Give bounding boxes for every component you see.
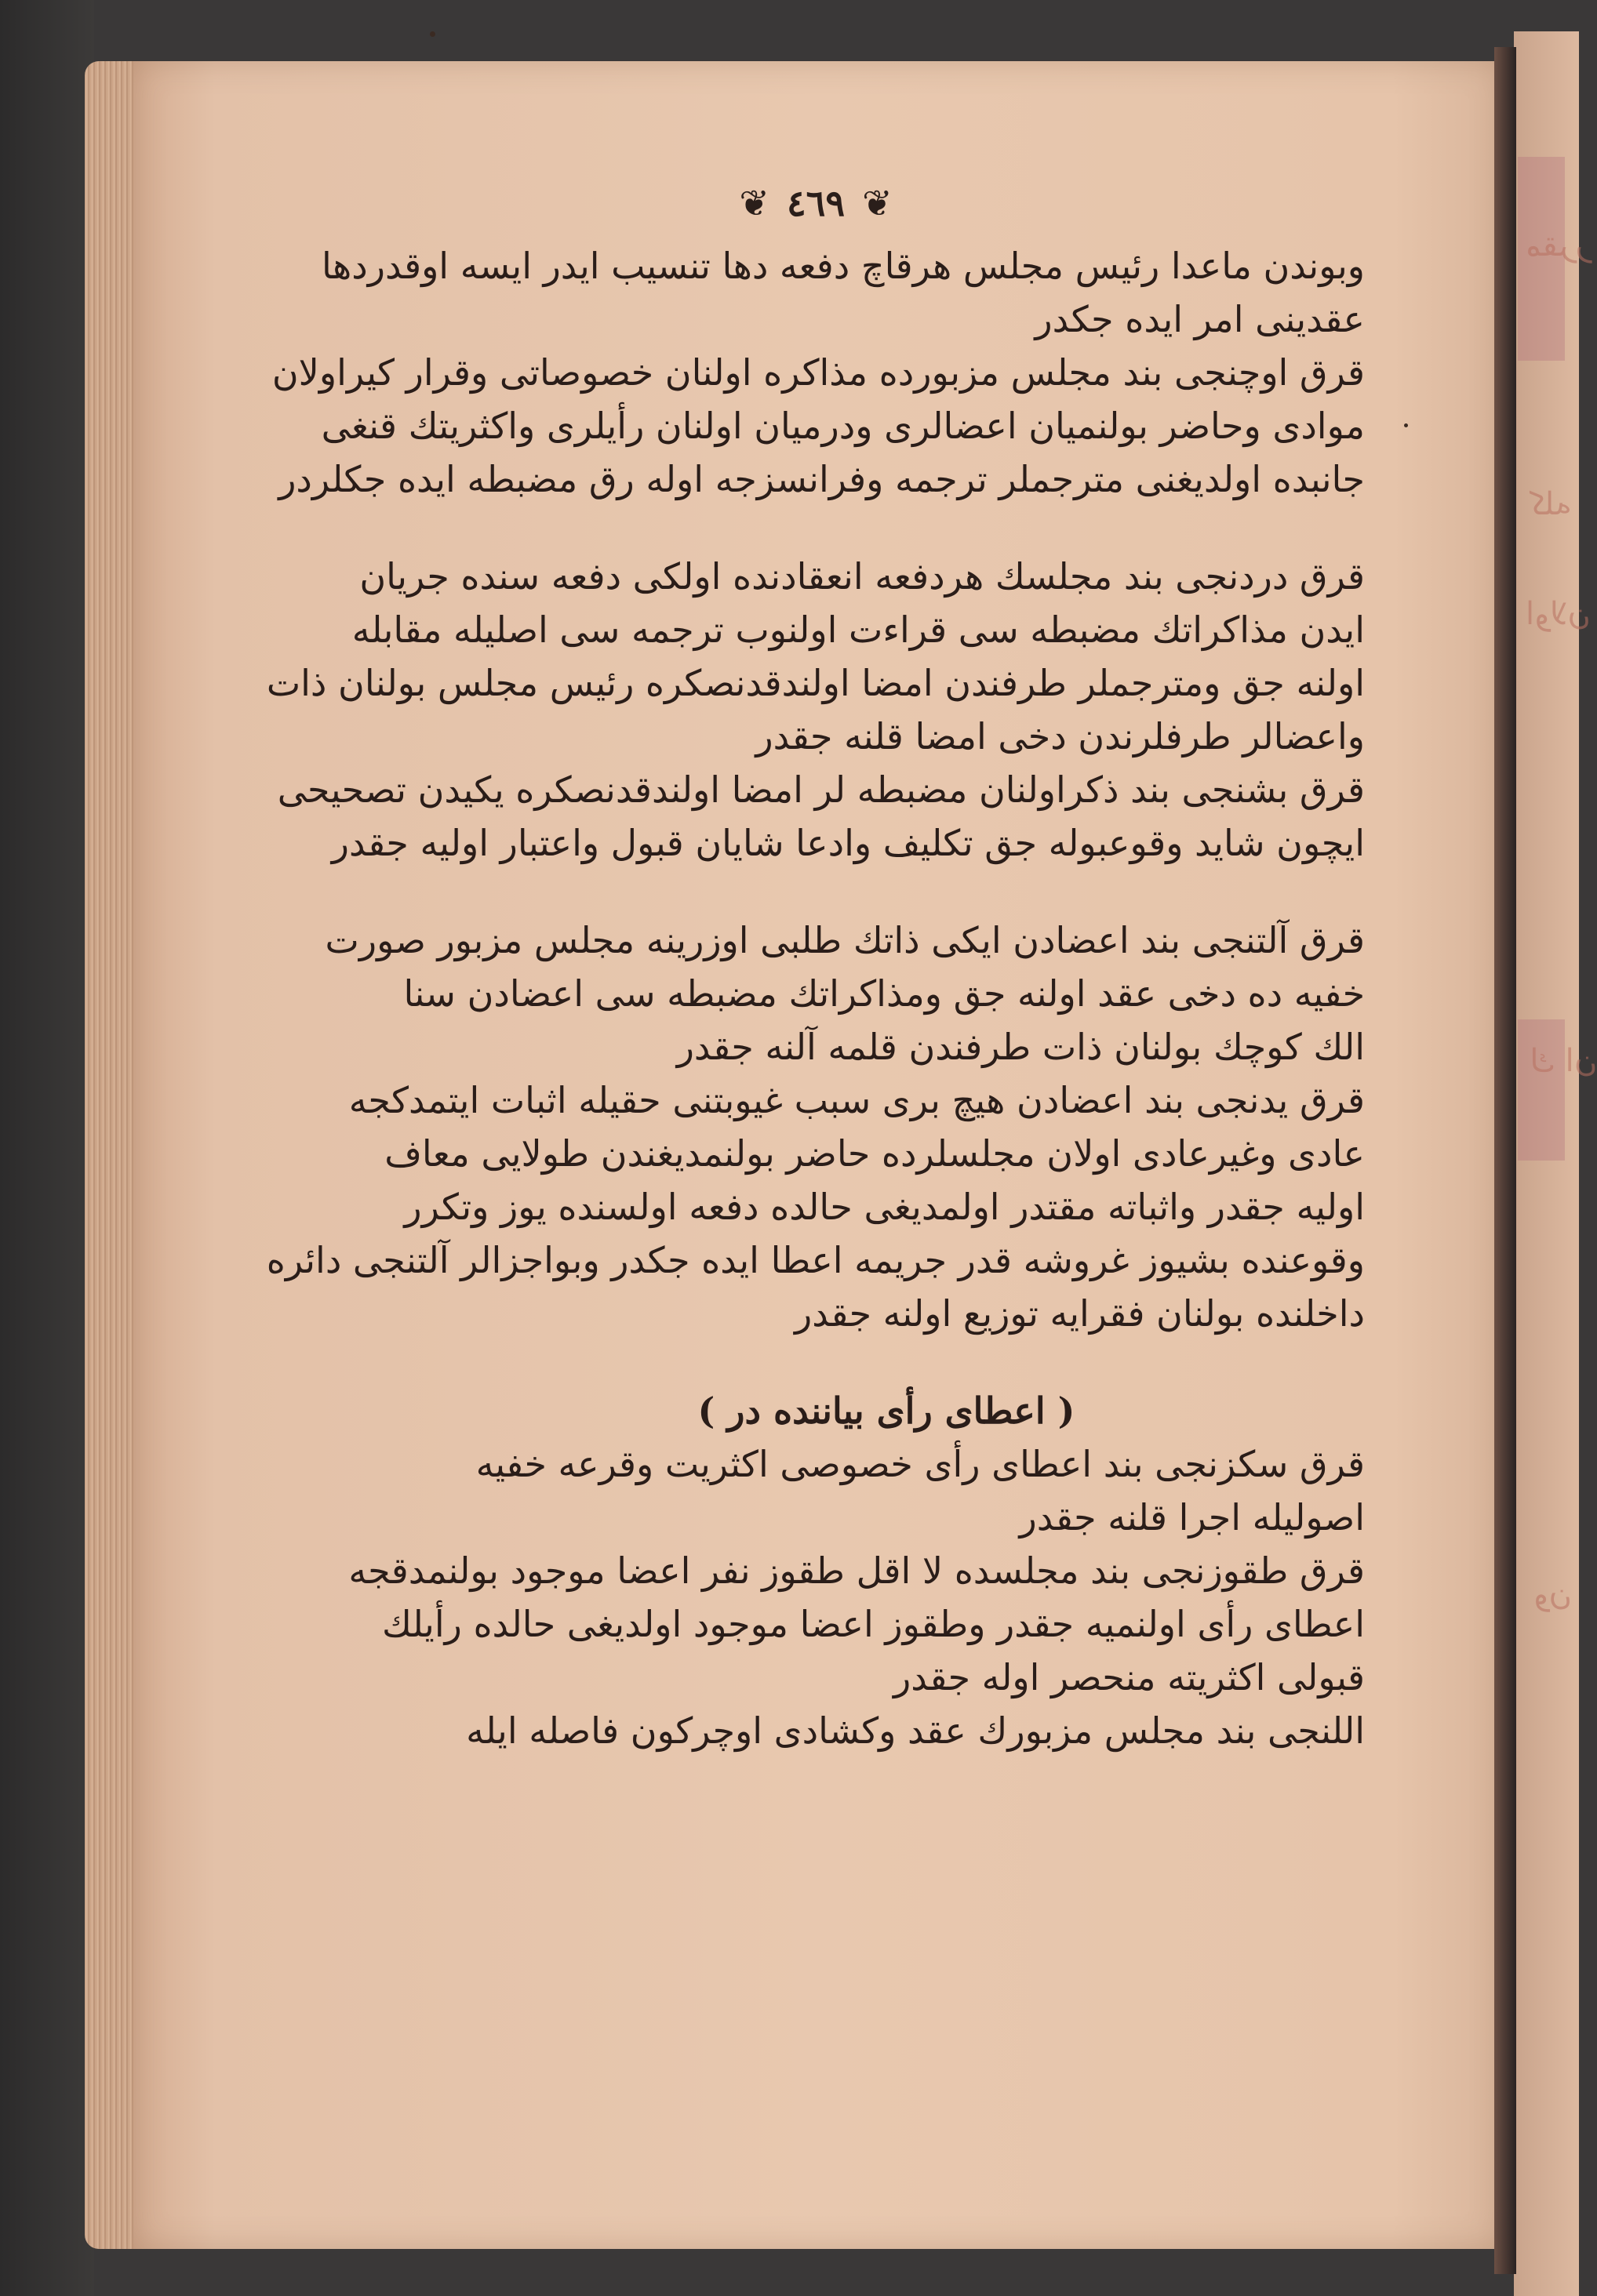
bleed-text: ون bbox=[1533, 1576, 1572, 1612]
page-number: ٤٦٩ bbox=[786, 182, 846, 224]
ink-spot bbox=[1404, 423, 1408, 427]
text-line: عقدينی امر ايده جكدر bbox=[1035, 298, 1365, 340]
text-line: اصوليله اجرا قلنه جقدر bbox=[1019, 1496, 1365, 1539]
article-45: قرق بشنجی بند ذكراولنان مضبطه لر امضا اولندقدنصكره يكيدن تصحيحی bbox=[277, 768, 1365, 811]
text-line: عادی وغيرعادی اولان مجلسلرده حاضر بولنمديغندن طولايی معاف bbox=[384, 1132, 1365, 1175]
text-line: ايچون شايد وقوعبوله جق تكليف وادعا شايان قبول واعتبار اوليه جقدر bbox=[331, 822, 1365, 864]
bleed-text: كله bbox=[1530, 486, 1572, 522]
article-46: قرق آلتنجی بند اعضادن ايكی ذاتك طلبی اوزرينه مجلس مزبور صورت bbox=[325, 919, 1365, 961]
facing-page-edge bbox=[1514, 31, 1579, 2296]
text-line: قبولی اكثريته منحصر اوله جقدر bbox=[893, 1656, 1365, 1698]
text-line: اولنه جق ومترجملر طرفندن امضا اولندقدنصكره رئيس مجلس بولنان ذات bbox=[266, 662, 1365, 704]
book-gutter bbox=[1494, 47, 1516, 2274]
ink-spot bbox=[430, 31, 435, 37]
background-left bbox=[0, 0, 94, 2296]
text-line: وقوعنده بشيوز غروشه قدر جريمه اعطا ايده جكدر وبواجزالر آلتنجی دائره bbox=[266, 1239, 1365, 1281]
text-line: اوليه جقدر واثباته مقتدر اولمديغی حالده دفعه اولسنده يوز وتكرر bbox=[404, 1186, 1365, 1228]
text-line: اعطای رأی اولنميه جقدر وطقوز اعضا موجود اولديغی حالده رأيلك bbox=[382, 1603, 1365, 1645]
page-header bbox=[739, 182, 892, 224]
article-47: قرق يدنجی بند اعضادن هيچ بری سبب غيوبتنی حقيله اثبات ايتمدكجه bbox=[348, 1079, 1365, 1121]
text-line: وبوندن ماعدا رئيس مجلس هرقاچ دفعه دها تنسيب ايدر ايسه اوقدردها bbox=[321, 245, 1365, 287]
text-line: داخلنده بولنان فقرايه توزيع اولنه جقدر bbox=[795, 1292, 1365, 1335]
article-49: قرق طقوزنجی بند مجلسده لا اقل طقوز نفر اعضا موجود بولنمدقجه bbox=[348, 1549, 1365, 1592]
ornament-left-icon: ❦ bbox=[739, 182, 769, 224]
page-body bbox=[266, 239, 1365, 1757]
article-48: قرق سكزنجی بند اعطای رأی خصوصی اكثريت وقرعه خفيه bbox=[475, 1443, 1365, 1485]
text-line: جانبده اولديغنی مترجملر ترجمه وفرانسزجه اوله رق مضبطه ايده جكلردر bbox=[278, 458, 1365, 500]
bleed-text: ك ان bbox=[1530, 1043, 1597, 1079]
text-line: ايدن مذاكراتك مضبطه سی قراءت اولنوب ترجمه سی اصليله مقابله bbox=[351, 609, 1365, 651]
bleed-mark bbox=[1518, 1019, 1565, 1161]
text-line: واعضالر طرفلرندن دخی امضا قلنه جقدر bbox=[755, 715, 1365, 757]
text-line: موادی وحاضر بولنميان اعضالری ودرميان اولنان رأيلری واكثريتك قنغی bbox=[321, 405, 1365, 447]
article-43: قرق اوچنجی بند مجلس مزبورده مذاكره اولنان خصوصاتی وقرار كيراولان bbox=[271, 351, 1365, 394]
text-line: خفيه ده دخی عقد اولنه جق ومذاكراتك مضبطه سی اعضادن سنا bbox=[403, 972, 1365, 1015]
text-line: الك كوچك بولنان ذات طرفندن قلمه آلنه جقدر bbox=[676, 1026, 1365, 1068]
article-44: قرق دردنجی بند مجلسك هردفعه انعقادنده اولكی دفعه سنده جريان bbox=[359, 555, 1365, 598]
section-heading: ( اعطای رأی بياننده در ) bbox=[697, 1390, 1075, 1432]
ornament-right-icon: ❦ bbox=[862, 182, 893, 224]
article-50: اللنجی بند مجلس مزبورك عقد وكشادی اوچركون فاصله ايله bbox=[466, 1709, 1365, 1752]
bleed-text: اولان bbox=[1526, 596, 1591, 632]
bleed-text: مقرر bbox=[1526, 227, 1592, 263]
